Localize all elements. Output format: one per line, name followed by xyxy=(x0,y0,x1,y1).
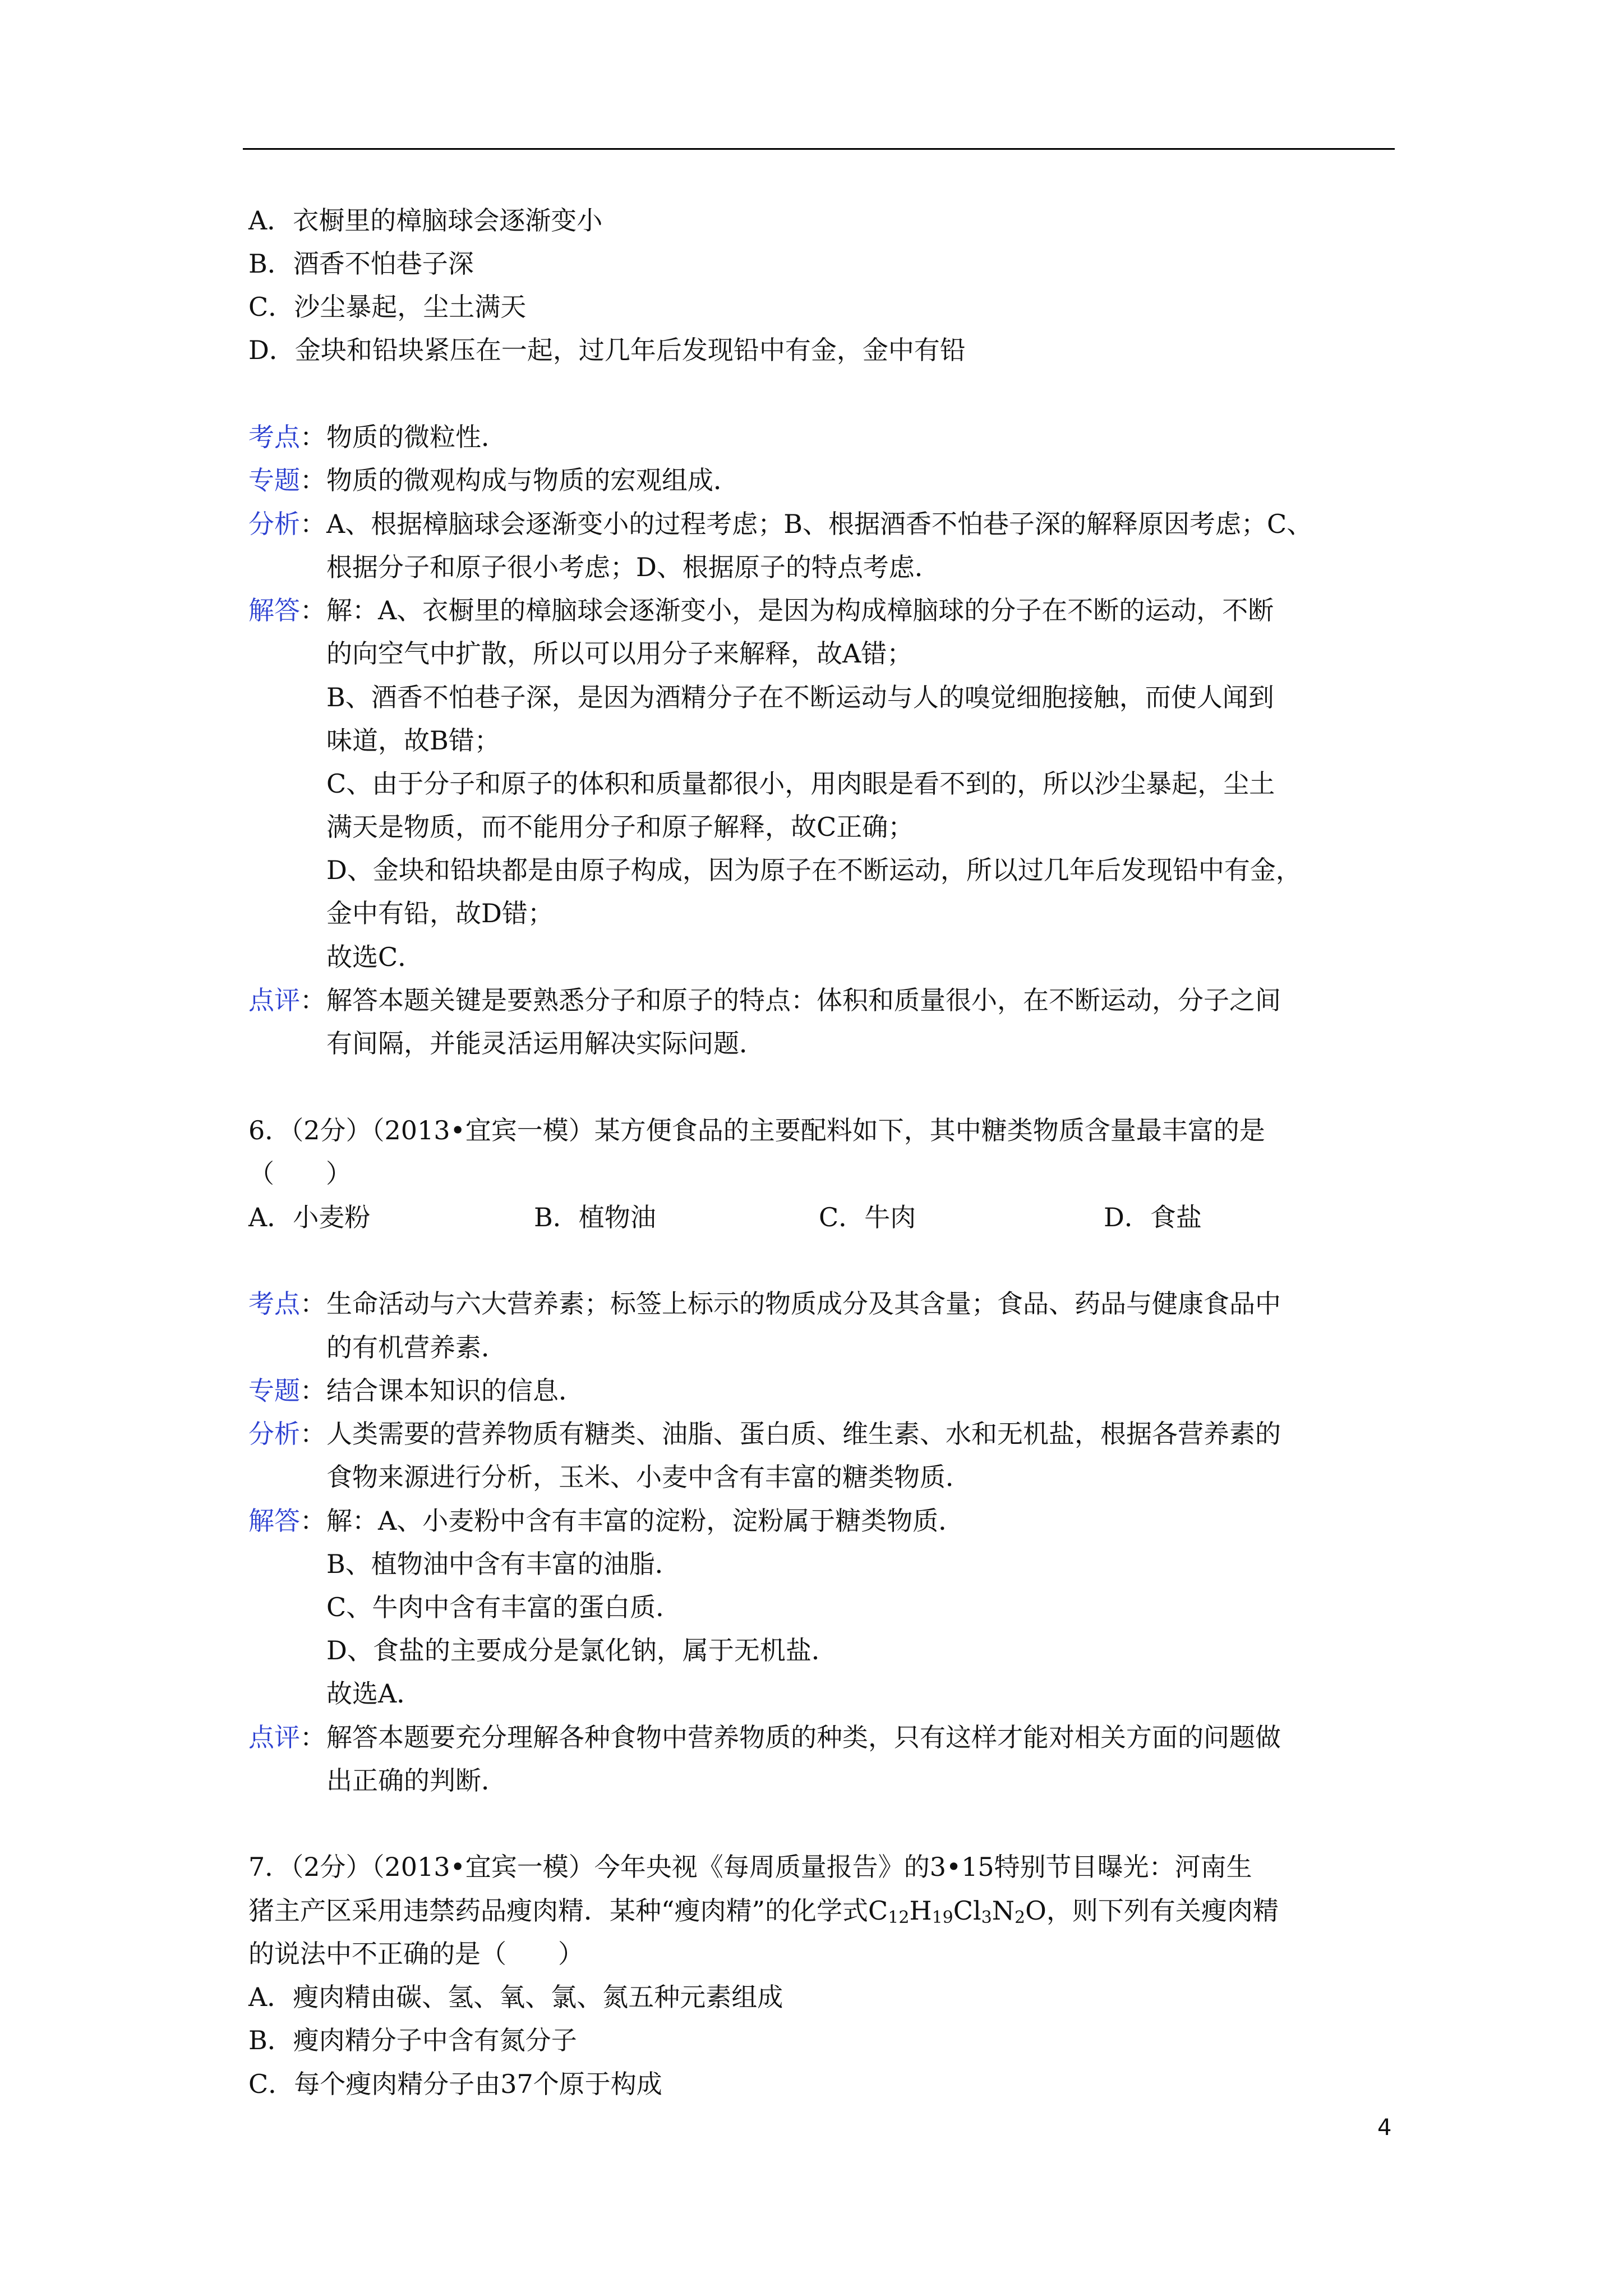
q6-jieda-line-4: D、食盐的主要成分是氯化钠，属于无机盐． xyxy=(326,1635,837,1665)
q5-dianping-label: 点评： xyxy=(248,985,326,1015)
q5-option-d: D．金块和铅块紧压在一起，过几年后发现铅中有金，金中有铅 xyxy=(248,335,966,365)
q5-zhuanti-text: 物质的微观构成与物质的宏观组成． xyxy=(326,465,739,495)
q5-dianping-line-2: 有间隔，并能灵活运用解决实际问题． xyxy=(326,1028,765,1059)
q5-kaodian-label: 考点： xyxy=(248,422,326,452)
q5-jieda-line-4: 味道，故B错； xyxy=(326,725,500,756)
q7-stem-line-3: 的说法中不正确的是（ ） xyxy=(248,1939,584,1969)
q6-option-d: D．食盐 xyxy=(1104,1202,1202,1232)
q7-option-c: C．每个瘦肉精分子由37个原于构成 xyxy=(248,2069,662,2099)
q6-kaodian-line-2: 的有机营养素． xyxy=(326,1332,507,1363)
q5-option-a: A．衣橱里的樟脑球会逐渐变小 xyxy=(248,205,603,236)
q6-dianping-label: 点评： xyxy=(248,1722,326,1752)
q6-zhuanti-text: 结合课本知识的信息． xyxy=(326,1375,584,1406)
q6-fenxi-label: 分析： xyxy=(248,1419,326,1449)
header-rule xyxy=(243,148,1395,150)
q5-fenxi-line-2: 根据分子和原子很小考虑；D、根据原子的特点考虑． xyxy=(326,552,940,582)
q6-jieda-label: 解答： xyxy=(248,1506,326,1536)
q6-zhuanti-label: 专题： xyxy=(248,1375,326,1406)
q6-jieda-line-5: 故选A． xyxy=(326,1678,423,1709)
q5-jieda-line-5: C、由于分子和原子的体积和质量都很小，用肉眼是看不到的，所以沙尘暴起，尘土 xyxy=(326,769,1275,799)
page-number: 4 xyxy=(1377,2115,1392,2141)
q6-jieda-line-3: C、牛肉中含有丰富的蛋白质． xyxy=(326,1592,682,1622)
q5-jieda-line-6: 满天是物质，而不能用分子和原子解释，故C正确； xyxy=(326,812,914,842)
q5-dianping-line-1: 解答本题关键是要熟悉分子和原子的特点：体积和质量很小，在不断运动，分子之间 xyxy=(326,985,1281,1015)
q5-jieda-label: 解答： xyxy=(248,595,326,625)
q5-jieda-line-9: 故选C． xyxy=(326,942,424,972)
q7-stem-line-2: 猪主产区采用违禁药品瘦肉精．某种“瘦肉精”的化学式$C_{12}H_{19}Cl_3N_2O$，则下列有关瘦肉精 xyxy=(248,1895,1279,1927)
q5-kaodian-text: 物质的微粒性． xyxy=(326,422,507,452)
q6-option-c: C．牛肉 xyxy=(819,1202,916,1232)
q5-jieda-line-7: D、金块和铅块都是由原子构成，因为原子在不断运动，所以过几年后发现铅中有金， xyxy=(326,855,1302,885)
q5-jieda-line-2: 的向空气中扩散，所以可以用分子来解释，故A错； xyxy=(326,638,913,669)
q6-fenxi-line-2: 食物来源进行分析，玉米、小麦中含有丰富的糖类物质． xyxy=(326,1462,971,1492)
q6-kaodian-line-1: 生命活动与六大营养素；标签上标示的物质成分及其含量；食品、药品与健康食品中 xyxy=(326,1289,1281,1319)
chemical-formula: $C_{12}H_{19}Cl_3N_2O$ xyxy=(868,1895,1046,1927)
q6-kaodian-label: 考点： xyxy=(248,1289,326,1319)
q6-dianping-line-2: 出正确的判断． xyxy=(326,1765,507,1796)
q5-jieda-line-1: 解：A、衣橱里的樟脑球会逐渐变小，是因为构成樟脑球的分子在不断的运动，不断 xyxy=(326,595,1274,625)
q5-fenxi-label: 分析： xyxy=(248,509,326,539)
q6-paren: （ ） xyxy=(248,1158,352,1189)
q6-option-b: B．植物油 xyxy=(534,1202,656,1232)
q6-option-a: A．小麦粉 xyxy=(248,1202,371,1232)
q7-stem-line-1: 7．（2分）（2013•宜宾一模）今年央视《每周质量报告》的3•15特别节目曝光：河南生 xyxy=(248,1852,1252,1882)
q6-jieda-line-1: 解：A、小麦粉中含有丰富的淀粉，淀粉属于糖类物质． xyxy=(326,1506,965,1536)
q7-option-a: A．瘦肉精由碳、氢、氧、氯、氮五种元素组成 xyxy=(248,1982,783,2012)
q7-option-b: B．瘦肉精分子中含有氮分子 xyxy=(248,2025,577,2055)
q6-stem: 6．（2分）（2013•宜宾一模）某方便食品的主要配料如下，其中糖类物质含量最丰富的是 xyxy=(248,1115,1265,1145)
q5-jieda-line-3: B、酒香不怕巷子深，是因为酒精分子在不断运动与人的嗅觉细胞接触，而使人闻到 xyxy=(326,682,1274,712)
q6-dianping-line-1: 解答本题要充分理解各种食物中营养物质的种类，只有这样才能对相关方面的问题做 xyxy=(326,1722,1281,1752)
q6-fenxi-line-1: 人类需要的营养物质有糖类、油脂、蛋白质、维生素、水和无机盐，根据各营养素的 xyxy=(326,1419,1281,1449)
q5-zhuanti-label: 专题： xyxy=(248,465,326,495)
q5-fenxi-line-1: A、根据樟脑球会逐渐变小的过程考虑；B、根据酒香不怕巷子深的解释原因考虑；C、 xyxy=(326,509,1313,539)
q5-option-c: C．沙尘暴起，尘土满天 xyxy=(248,292,527,322)
q5-option-b: B．酒香不怕巷子深 xyxy=(248,249,474,279)
q6-jieda-line-2: B、植物油中含有丰富的油脂． xyxy=(326,1549,681,1579)
q5-jieda-line-8: 金中有铅，故D错； xyxy=(326,898,554,928)
